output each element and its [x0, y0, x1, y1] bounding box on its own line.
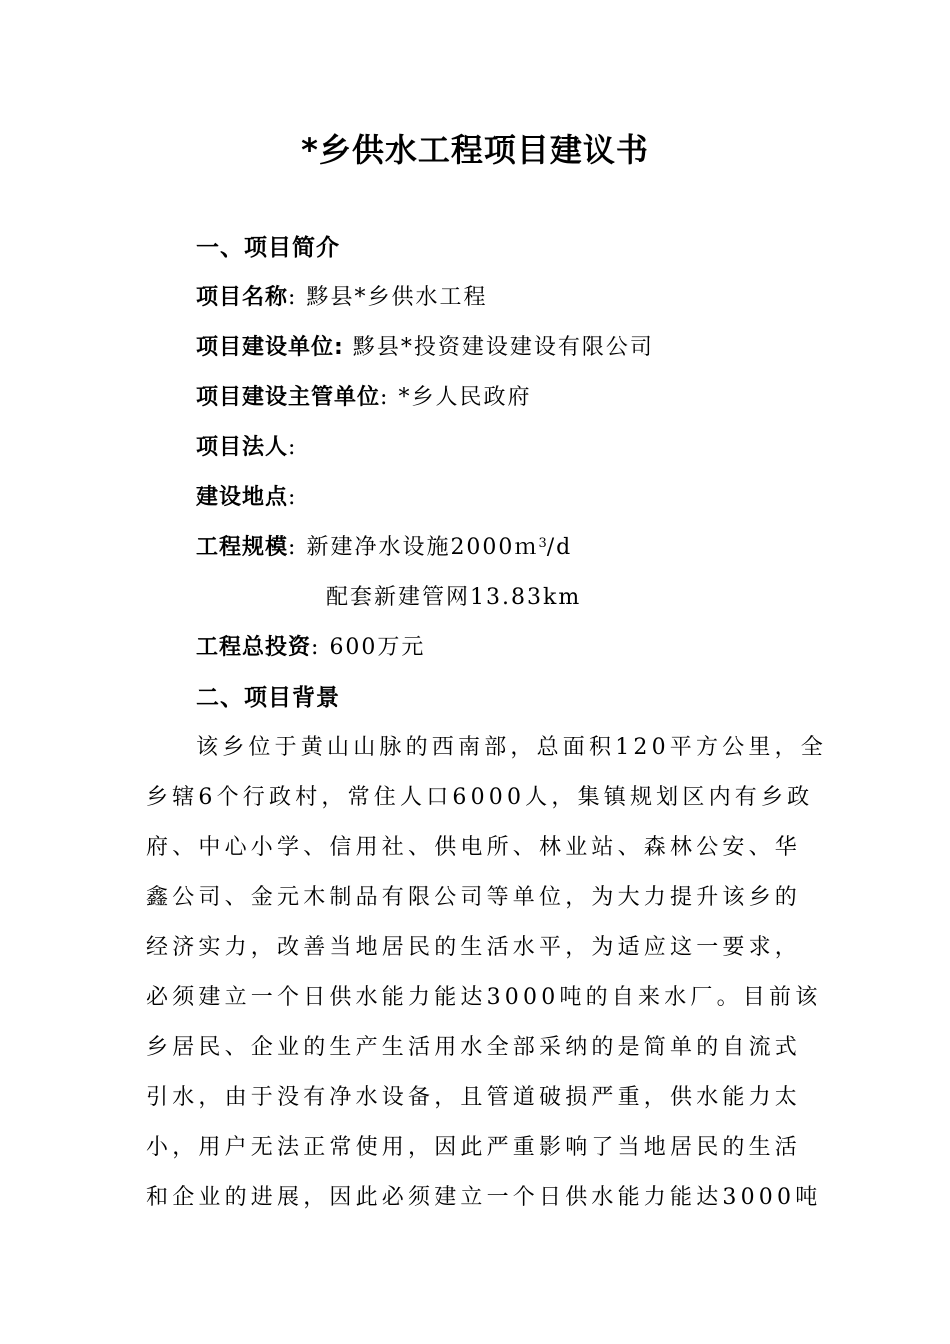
field-value: *乡人民政府	[398, 385, 532, 410]
field-label: 建设地点	[196, 485, 289, 510]
field-colon: :	[334, 335, 344, 360]
field-label: 项目建设主管单位	[196, 385, 381, 410]
field-builder	[196, 333, 654, 363]
paragraph-line: 鑫公司、金元木制品有限公司等单位，为大力提升该乡的	[146, 885, 802, 910]
unit-superscript: 3	[538, 536, 547, 551]
field-investment	[196, 633, 425, 663]
paragraph-line: 引水，由于没有净水设备，且管道破损严重，供水能力太	[146, 1085, 802, 1110]
paragraph-line: 小，用户无法正常使用，因此严重影响了当地居民的生活	[146, 1135, 802, 1160]
unit-tail: /d	[546, 535, 573, 560]
field-supervisor	[196, 383, 531, 413]
field-colon: :	[380, 385, 390, 410]
paragraph-line: 该乡位于黄山山脉的西南部，总面积120平方公里，全	[196, 735, 827, 760]
field-value: 新建净水设施2000ｍ	[306, 535, 539, 560]
field-scale	[196, 533, 572, 563]
section-heading-background: 二、项目背景	[196, 685, 340, 711]
field-colon: :	[288, 435, 298, 460]
paragraph-line: 府、中心小学、信用社、供电所、林业站、森林公安、华	[146, 835, 802, 860]
field-legal-person	[196, 433, 297, 463]
field-colon: :	[311, 635, 321, 660]
field-scale-line2	[326, 583, 581, 613]
field-label: 项目建设单位	[196, 335, 335, 360]
field-value: 黟县*乡供水工程	[306, 285, 488, 310]
field-colon: :	[288, 535, 298, 560]
document-title: *乡供水工程项目建议书	[301, 131, 649, 169]
field-value: 600万元	[329, 635, 426, 660]
field-label: 工程总投资	[196, 635, 312, 660]
field-label: 工程规模	[196, 535, 289, 560]
paragraph-line: 经济实力，改善当地居民的生活水平，为适应这一要求，	[146, 935, 802, 960]
field-value: 配套新建管网13.83km	[326, 585, 582, 610]
field-site	[196, 483, 297, 513]
field-colon: :	[288, 485, 298, 510]
field-value: 黟县*投资建设建设有限公司	[352, 335, 654, 360]
paragraph-line: 和企业的进展，因此必须建立一个日供水能力能达3000吨	[146, 1185, 822, 1210]
field-label: 项目法人	[196, 435, 289, 460]
field-colon: :	[288, 285, 298, 310]
section-heading-intro: 一、项目简介	[196, 235, 340, 261]
paragraph-line: 必须建立一个日供水能力能达3000吨的自来水厂。目前该	[146, 985, 822, 1010]
paragraph-line: 乡居民、企业的生产生活用水全部采纳的是简单的自流式	[146, 1035, 802, 1060]
paragraph-line: 乡辖6个行政村，常住人口6000人，集镇规划区内有乡政	[146, 785, 814, 810]
field-project-name	[196, 283, 487, 313]
field-label: 项目名称	[196, 285, 289, 310]
